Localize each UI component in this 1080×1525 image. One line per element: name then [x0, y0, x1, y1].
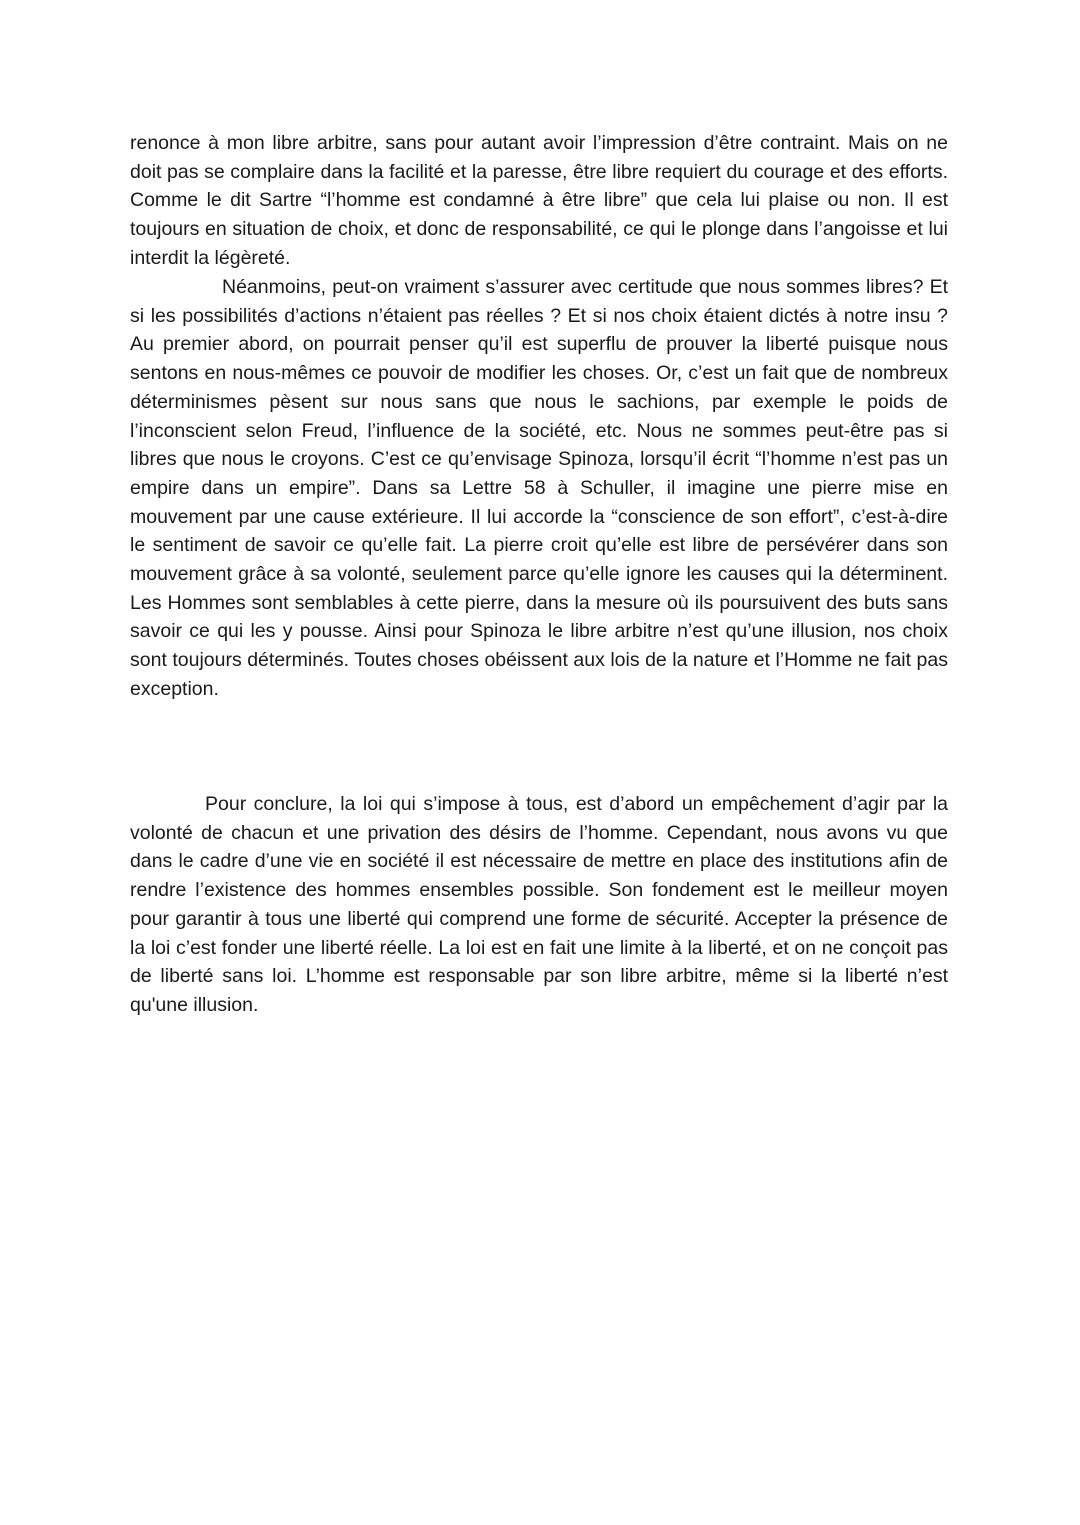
paragraph-conclusion: Pour conclure, la loi qui s’impose à tous, est d’abord un empêchement d’agir par la volonté de chacun et une privation des désirs de l’homme. Cependant, nous avons vu que dans le cadre d’une vie en société il est nécessaire de mettre en place des institutions afin de rendre l’existence des hommes ensembles possible. Son fondement est le meilleur moyen pour garantir à tous une liberté qui comprend une forme de sécurité. Accepter la présence de la loi c’est fonder une liberté réelle. La loi est en fait une limite à la liberté, et on ne conçoit pas de liberté sans loi. L’homme est responsable par son libre arbitre, même si la liberté n’est qu'une illusion. [130, 793, 948, 1016]
paragraph-spinoza: Néanmoins, peut-on vraiment s’assurer avec certitude que nous sommes libres? Et si les possibilités d’actions n’étaient pas réelles ? Et si nos choix étaient dictés à notre insu ? Au premier abord, on pourrait penser qu’il est superflu de prouver la liberté puisque nous sentons en nous-mêmes ce pouvoir de modifier les choses. Or, c’est un fait que de nombreux déterminismes pèsent sur nous sans que nous le sachions, par exemple le poids de l’inconscient selon Freud, l’influence de la société, etc. Nous ne sommes peut-être pas si libres que nous le croyons. C’est ce qu’envisage Spinoza, lorsqu’il écrit “l’homme n’est pas un empire dans un empire”. Dans sa Lettre 58 à Schuller, il imagine une pierre mise en mouvement par une cause extérieure. Il lui accorde la “conscience de son effort”, c’est-à-dire le sentiment de savoir ce qu’elle fait. La pierre croit qu’elle est libre de persévérer dans son mouvement grâce à sa volonté, seulement parce qu’elle ignore les causes qui la déterminent. Les Hommes sont semblables à cette pierre, dans la mesure où ils poursuivent des buts sans savoir ce qui les y pousse. Ainsi pour Spinoza le libre arbitre n’est qu’une illusion, nos choix sont toujours déterminés. Toutes choses obéissent aux lois de la nature et l’Homme ne fait pas exception. [130, 276, 948, 700]
paragraph-sartre: renonce à mon libre arbitre, sans pour autant avoir l’impression d’être contraint. Mais on ne doit pas se complaire dans la facilité et la paresse, être libre requiert du courage et des efforts. Comme le dit Sartre “l’homme est condamné à être libre” que cela lui plaise ou non. Il est toujours en situation de choix, et donc de responsabilité, ce qui le plonge dans l’angoisse et lui interdit la légèreté. [130, 132, 948, 269]
